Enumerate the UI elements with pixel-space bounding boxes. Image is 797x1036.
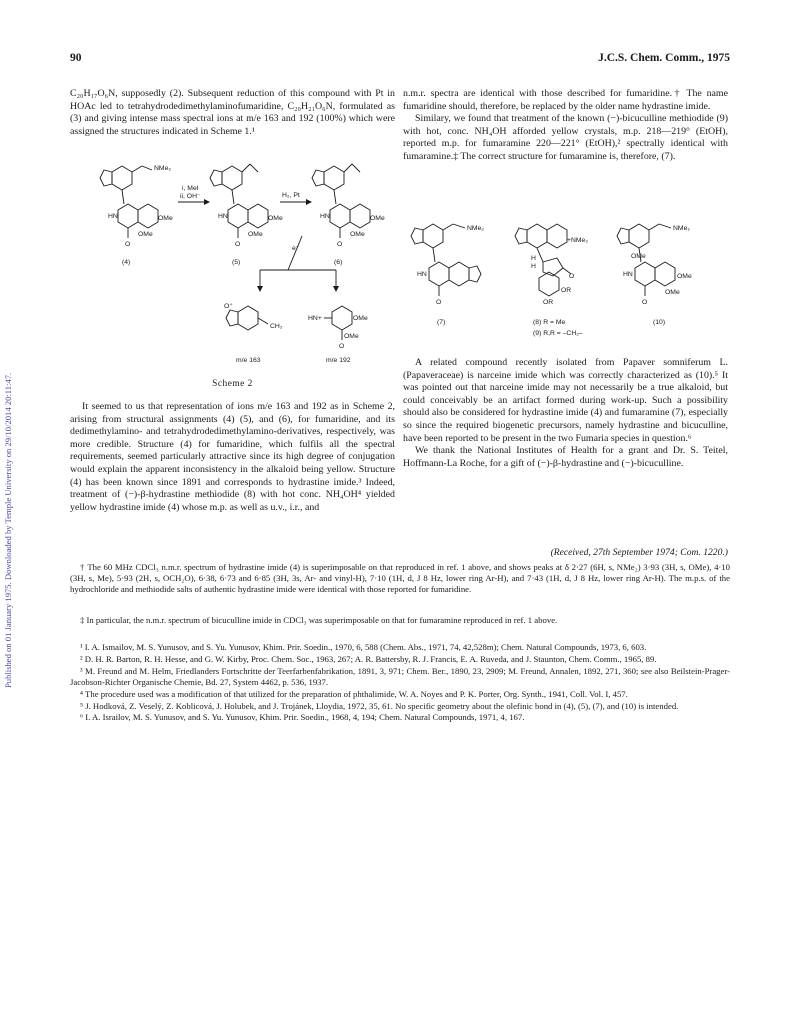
nme2-label: NMe₂ [154,165,171,172]
left-column-bottom [70,401,395,514]
o-label: O [125,241,131,248]
footnote-text: † The 60 MHz CDCl₃ n.m.r. spectrum of hydrastine imide (4) is superimposable on that reproduced in ref. 1 above, and shows peaks at δ 2·27 (6H, s, NMe₂) 3·93 (3H, s, OMe), 4·10 (3H, s, Me), 5·93 (2H, s, OCH₂O), 6·38, 6·73 and 6·85 (3H, 3s, Ar- and vinyl-H), 7·10 (1H, d, J 8 Hz, lower ring Ar-H), and 7·43 (1H, d, J 8 Hz, lower ring Ar-H). The m.p.s. of the hydrochloride and methiodide salts of authentic hydrastine imide were identical with those reported for fumaridine. [70,562,730,594]
hn-plus-label: HN+ [308,315,322,322]
ome-label: OMe [370,215,385,222]
reference-item: ¹ I. A. Ismailov, M. S. Yunusov, and S. Yu. Yunusov, Khim. Prir. Soedin., 1970, 6, 588 (Chem. Abs., 1971, 74, 42,528m); Chem. Natural Compounds, 1973, 6, 603. [80,642,647,652]
h-label: H [531,255,536,262]
ome-label: OMe [631,253,646,260]
page-number: 90 [70,52,82,64]
paragraph: We thank the National Institutes of Health for a grant and Dr. S. Teitel, Hoffmann-La Roche, for a gift of (−)-β-hydrastine and (−)-bicuculline. [403,445,728,469]
ome-label: OMe [353,315,368,322]
o-plus-label: O⁺ [224,303,233,310]
hn-label: HN [623,271,633,278]
or-label: OR [543,299,554,306]
left-column-top [70,88,395,138]
ion-192-label: m/e 192 [326,357,351,364]
reference-item: ² D. H. R. Barton, R. H. Hesse, and G. W. Kirby, Proc. Chem. Soc., 1963, 267; A. R. Battersby, R. J. Francis, E. A. Ruveda, and J. Staunton, Chem. Comm., 1965, 89. [80,653,657,664]
structure-7 [411,224,481,296]
o-label: O [569,273,575,280]
nme2-plus-label: +NMe₂ [567,237,588,244]
hn-label: HN [320,213,330,220]
structure-10 [617,224,675,296]
structure-5 [210,164,268,238]
received-date: (Received, 27th September 1974; Com. 1220.) [550,547,728,558]
structure-8-9 [515,224,571,296]
structures-7-10-drawing [403,208,728,343]
reference-item: ⁵ J. Hodková, Z. Veselý, Z. Koblicová, J. Holubek, and J. Trojánek, Lloydia, 1972, 35, 61. No specific geometry about the olefinic bond in (4), (5), (7), and (10) is intended. [80,700,679,711]
compound-8-label: (8) R = Me [533,319,566,326]
o-label: O [339,343,345,350]
scheme-title: Scheme 2 [212,379,253,389]
ome-label: OMe [158,215,173,222]
running-head [70,52,730,68]
nme2-label: NMe₂ [467,225,484,232]
hn-label: HN [108,213,118,220]
ome-label: OMe [248,231,263,238]
structures-7-10-figure [403,208,728,343]
hn-label: HN [417,271,427,278]
ome-label: OMe [665,289,680,296]
scheme-2-drawing [70,152,395,374]
or-label: OR [561,287,572,294]
electron-label: e⁻ [292,245,300,252]
ome-label: OMe [344,333,359,340]
reagent-label: i, MeI [182,185,199,192]
o-label: O [337,241,343,248]
ome-label: OMe [677,273,692,280]
footnote-text: ‡ In particular, the n.m.r. spectrum of bicuculline imide in CDCl₃ was superimposable on that for fumaramine reproduced in ref. 1 above. [80,615,558,625]
reagent-label: H₂, Pt [282,192,300,199]
right-column-top [403,88,728,164]
reference-list [70,642,730,724]
reference-item: ⁴ The procedure used was a modification of that utilized for the preparation of phthalimide, W. A. Noyes and P. K. Porter, Org. Synth., 1941, Coll. Vol. I, 457. [80,688,628,699]
ion-163-label: m/e 163 [236,357,261,364]
ch2-label: CH₂ [270,323,283,330]
footnote-double-dagger [70,615,730,626]
hn-label: HN [218,213,228,220]
reference-item: ³ M. Freund and M. Helm, Friedlanders Fortschritte der Teerfarbenfabrikation, 1891, 3, 971; Chem. Ber., 1890, 23, 2909; M. Freund, Annalen, 1892, 271, 360; see also Beilstein-Prager-Jacobson-Richter Organische Chemie, Bd. 27, System 4462, p. 536, 1937. [70,665,730,687]
paragraph: n.m.r. spectra are identical with those described for fumaridine.† The name fumaridine should, therefore, be replaced by the older name hydrastine imide. [403,88,728,112]
compound-5-label: (5) [232,259,241,266]
ome-label: OMe [268,215,283,222]
paragraph: It seemed to us that representation of ions m/e 163 and 192 as in Scheme 2, arising from structural assignments (4) (5), and (6), for fumaridine, and its dedimethylamino- and tetrahydrodedimethylamino-derivatives, respectively, was more credible. Structure (4) for fumaridine, which fulfils all the spectral requirements, seemed particularly attractive since its high degree of conjugation would explain the apparent inconsistency in the alkaloid being yellow. Structure (4) has been known since 1891 and corresponds to hydrastine imide.³ Indeed, treatment of (−)-β-hydrastine methiodide (8) with hot conc. NH₄OH⁴ yielded yellow hydrastine imide (4) whose m.p. as well as u.v., i.r., and [70,401,395,513]
footnote-dagger [70,562,730,595]
compound-9-label: (9) R,R = –CH₂– [533,330,583,337]
structure-6 [312,164,370,238]
o-label: O [642,299,648,306]
paragraph: C₂₀H₁₇O₆N, supposedly (2). Subsequent reduction of this compound with Pt in HOAc led to tetrahydrodedimethylaminofumaridine, C₂₀H₂₁O₆N, formulated as (3) and giving intense mass spectral ions at m/e 163 and 192 (100%) which were assigned the structures indicated in Scheme 1.¹ [70,88,395,137]
compound-6-label: (6) [334,259,343,266]
scheme-2-figure [70,152,395,374]
o-label: O [436,299,442,306]
reference-item: ⁶ I. A. Israilov, M. S. Yunusov, and S. Yu. Yunusov, Khim. Prir. Soedin., 1968, 4, 194; Chem. Natural Compounds, 1971, 4, 167. [80,712,525,723]
reagent-label: ii, OH⁻ [180,193,201,200]
nme2-label: NMe₂ [673,225,690,232]
o-label: O [235,241,241,248]
ome-label: OMe [138,231,153,238]
ome-label: OMe [350,231,365,238]
right-column-bottom [403,357,728,470]
compound-10-label: (10) [653,319,666,326]
download-watermark: Published on 01 January 1975. Downloaded by Temple University on 29/10/2014 20:11:47. [3,372,13,688]
paragraph: A related compound recently isolated from Papaver somniferum L. (Papaveraceae) is narceine imide which was correctly characterized as (10).⁵ It was pointed out that narceine imide may not necessarily be a true alkaloid, but could conceivably be an artifact formed during work-up. Such a possibility should also be considered for hydrastine imide (4) and fumaramine (7), especially so since the required biogenetic precursors, namely hydrastine and bicuculline, have been reported to be present in the two Fumaria species in question.⁶ [403,357,728,444]
h-label: H [531,263,536,270]
compound-7-label: (7) [437,319,446,326]
paragraph: Similary, we found that treatment of the known (−)-bicuculline methiodide (9) with hot, conc. NH₄OH afforded yellow crystals, m.p. 218—219° (EtOH), reported m.p. for fumaramine 220—221° (EtOH),² spectrally identical with fumaramine.‡ The correct structure for fumaramine is, therefore, (7). [403,113,728,162]
structure-4 [100,166,158,238]
journal-title: J.C.S. Chem. Comm., 1975 [598,52,730,64]
compound-4-label: (4) [122,259,131,266]
fragmentation-line [288,236,302,270]
